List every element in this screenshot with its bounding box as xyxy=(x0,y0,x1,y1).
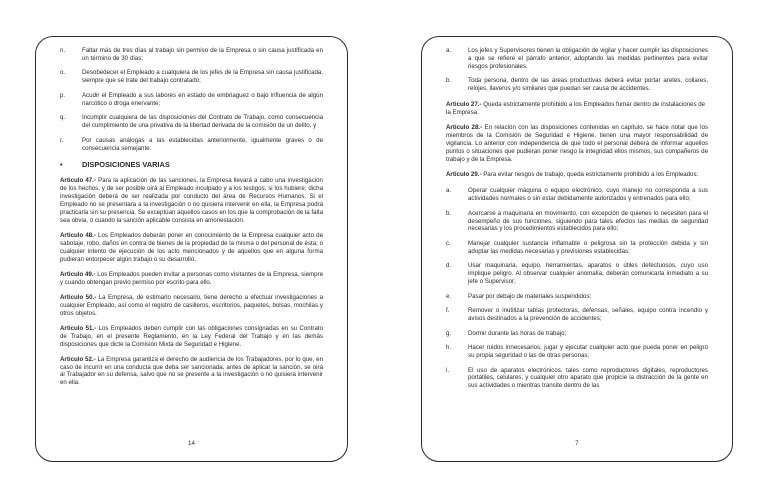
item-text: Los jefes y Supervisores tienen la obligación de vigilar y hacer cumplir las disposiciones a que se refiere el párrafo anterior, adoptando las medidas pertinentes para evitar riesgos profesionales. xyxy=(468,47,708,70)
section-title: DISPOSICIONES VARIAS xyxy=(82,160,170,170)
list-item xyxy=(446,77,708,93)
article-title: Articulo 47.- xyxy=(60,177,96,185)
list-item xyxy=(446,367,708,391)
item-text: El uso de aparatos electrónicos, tales como reproductores digitales, reproductores portátiles, celulares, y cualquier otro aparato que propicie la distracción de la gente en sus actividades o mientras transite dentro de las xyxy=(468,366,708,390)
list-item xyxy=(446,187,708,203)
item-text: Operar cualquier máquina o equipo electrónico, cuyo manejo no corresponda a sus actividades normales o sin estar debidamente autorizados y entrenados para ello; xyxy=(468,187,708,203)
list-item xyxy=(446,344,708,360)
item-label: i. xyxy=(446,366,450,374)
article-title: Articulo 28.- xyxy=(446,124,483,132)
item-text: Acudir el Empleado a sus labores en estado de embriaguez o bajo influencia de algún narcótico o droga enervante; xyxy=(82,91,323,107)
list-n-to-r xyxy=(60,47,323,152)
document-page-7 xyxy=(421,36,733,462)
item-label: e. xyxy=(446,292,452,300)
article-52 xyxy=(60,356,323,388)
article-28 xyxy=(446,124,708,164)
list-item xyxy=(446,262,708,286)
bullet-icon: • xyxy=(60,160,63,170)
list-item xyxy=(446,47,708,71)
article-text: Los Empleados deberán poner en conocimiento de la Empresa cualquier acto de sabotaje, robo, daños en contra de bienes de la propiedad de la misma o del personal de ésta; o cualquier intento de ejecución de los acto mencionados y de aquellos que en alguna forma pudieran entorpecer algún trabajo o su desarrollo. xyxy=(60,231,323,263)
article-27 xyxy=(446,101,708,117)
item-text: Dormir durante las horas de trabajo; xyxy=(468,329,567,337)
article-29 xyxy=(446,171,708,179)
item-text: Hacer ruidos innecesarios, jugar y ejecutar cualquier acto que pueda poner en peligro su propia seguridad o las de otras personas; xyxy=(468,344,708,359)
item-label: h. xyxy=(446,344,452,352)
item-label: c. xyxy=(446,239,451,247)
item-label: n. xyxy=(60,47,66,54)
page-content xyxy=(36,37,347,394)
item-label: g. xyxy=(446,329,452,337)
article-text: La Empresa, de estimarlo necesario, tiene derecho a efectuar investigaciones a cualquier Empleado, así como el registro de casilleros, escritorios, paquetes, bolsas, mochilas y otros objetos. xyxy=(60,293,323,317)
article-text: Para la aplicación de las sanciones, la Empresa llevará a cabo una investigación de los hechos, y de ser posible oirá al Empleado inculpado y a los testigos, si los hubiere; dicha investigación deberá de ser realizada por conducto del área de Recursos Humanos. Si el Empleado no se presentara a la investigación o no quisiera intervenir en ella, la Empresa podrá practicarla sin su presencia. Se exceptúan aquellos casos en los que la comprobación de la falta sea obvia, o cuando la sanción aplicable consista en amonestación. xyxy=(60,177,323,224)
list-item xyxy=(60,47,323,63)
item-text: Remover o inutilizar tablas protectoras, defensas, señales, equipo contra incendio y avisos destinados a la prevención de accidentes; xyxy=(468,307,708,323)
item-text: Toda persona, dentro de las áreas productivas deberá evitar portar aretes, collares, relojes, llaveros y/o similares que puedan ser causa de accidentes. xyxy=(468,77,708,93)
list-item xyxy=(446,210,708,234)
list-item xyxy=(446,307,708,323)
article-51 xyxy=(60,325,323,349)
item-text: Pasar por debajo de materiales suspendidos; xyxy=(468,292,592,300)
section-heading xyxy=(60,161,323,169)
list-item xyxy=(60,137,323,153)
item-label: r. xyxy=(60,136,64,144)
item-label: o. xyxy=(60,69,66,77)
page-content xyxy=(422,37,732,397)
article-47 xyxy=(60,177,323,224)
item-text: Incumplir cualquiera de las disposiciones del Contrato de Trabajo, como consecuencia del cumplimiento de una privativa de la libertad derivada de la comisión de un delito, y xyxy=(82,114,323,130)
list-item xyxy=(60,69,323,85)
article-title: Articulo 50.- xyxy=(60,293,97,301)
article-text: La Empresa garantiza el derecho de audiencia de los Trabajadores, por lo que, en caso de incurrir en una conducta que deba ser sancionada, antes de aplicar la sanción, se oirá al Trabajador en su defensa, salvo que no se presente a la investigación o no quisiera intervenir en ella. xyxy=(60,355,323,387)
item-label: b. xyxy=(446,77,452,85)
list-item xyxy=(446,240,708,256)
page-number: 14 xyxy=(188,440,195,447)
article-text: Para evitar riesgos de trabajo, queda estrictamente prohibido a los Empleados: xyxy=(481,170,699,178)
item-label: q. xyxy=(60,114,66,122)
article-text: Los Empleados deben cumplir con las obligaciones consignadas en su Contrato de Trabajo, en el presente Reglamento, en la Ley Federal del Trabajo y en las demás disposiciones que dicte la Comisión Mixta de Seguridad e Higiene. xyxy=(60,324,323,348)
page-number: 7 xyxy=(575,440,579,447)
item-label: a. xyxy=(446,47,452,54)
article-title: Articulo 52.- xyxy=(60,355,96,363)
article-49 xyxy=(60,271,323,287)
item-text: Usar maquinaria, equipo, herramientas, aparatos o útiles defectuosos, cuyo uso implique peligro. Al observar cualquier anomalía, deberán comunicarla inmediato a su jefe o Supervisor; xyxy=(468,262,708,286)
article-text: En relación con las disposiciones contenidas en capítulo, se hace notar que los miembros de la Comisión de Seguridad e Higiene, tienen una mayor responsabilidad de vigilancia. Lo anterior con independencia de que todo el personal deberá de informar aquellos puntos o situaciones que pudieran poner riesgo la integridad ellos mismos, sus compañeros de trabajo y de la Empresa. xyxy=(446,124,708,163)
item-text: Acercarse a maquinaria en movimiento, con excepción de quienes lo necesiten para el desempeño de sus funciones, siguiendo para tales efectos las medias de seguridad necesarias y los procedimientos establecidos para ello; xyxy=(468,209,708,233)
item-label: p. xyxy=(60,91,66,99)
list-item xyxy=(446,293,708,301)
item-label: f. xyxy=(446,307,450,315)
article-title: Articulo 27.- xyxy=(446,101,482,109)
item-label: b. xyxy=(446,209,452,217)
article-title: Articulo 29.- xyxy=(446,170,482,178)
article-title: Articulo 48.- xyxy=(60,231,96,239)
list-item xyxy=(60,114,323,130)
list-item xyxy=(60,92,323,108)
item-text: Desobedecer el Empleado a cualquiera de los jefes de la Empresa sin causa justificada, siempre que se trate del trabajo contratado; xyxy=(82,69,323,85)
list-item xyxy=(446,330,708,338)
article-text: Los Empleados pueden invitar a personas como visitantes de la Empresa, siempre y cuando obtengan previo permiso por escrito para ello. xyxy=(60,270,323,286)
article-title: Articulo 49.- xyxy=(60,270,96,278)
item-text: Manejar cualquier sustancia inflamable o peligrosa sin la protección debida y sin adoptar las medidas necesarias y previsiones establecidas; xyxy=(468,239,708,255)
item-text: Por causas análogas a las establecidas anteriormente, igualmente graves o de consecuencia semejante. xyxy=(82,136,323,152)
item-label: d. xyxy=(446,262,452,270)
item-label: a. xyxy=(446,187,452,195)
article-title: Articulo 51.- xyxy=(60,324,97,332)
article-48 xyxy=(60,232,323,264)
document-page-14 xyxy=(35,36,348,462)
article-50 xyxy=(60,294,323,318)
article-text: Queda estrictamente prohibido a los Empleados fumar dentro de instalaciones de la Empresa. xyxy=(446,101,706,117)
item-text: Faltar más de tres días al trabajo sin permiso de la Empresa o sin causa justificada en un término de 30 días; xyxy=(82,47,323,62)
